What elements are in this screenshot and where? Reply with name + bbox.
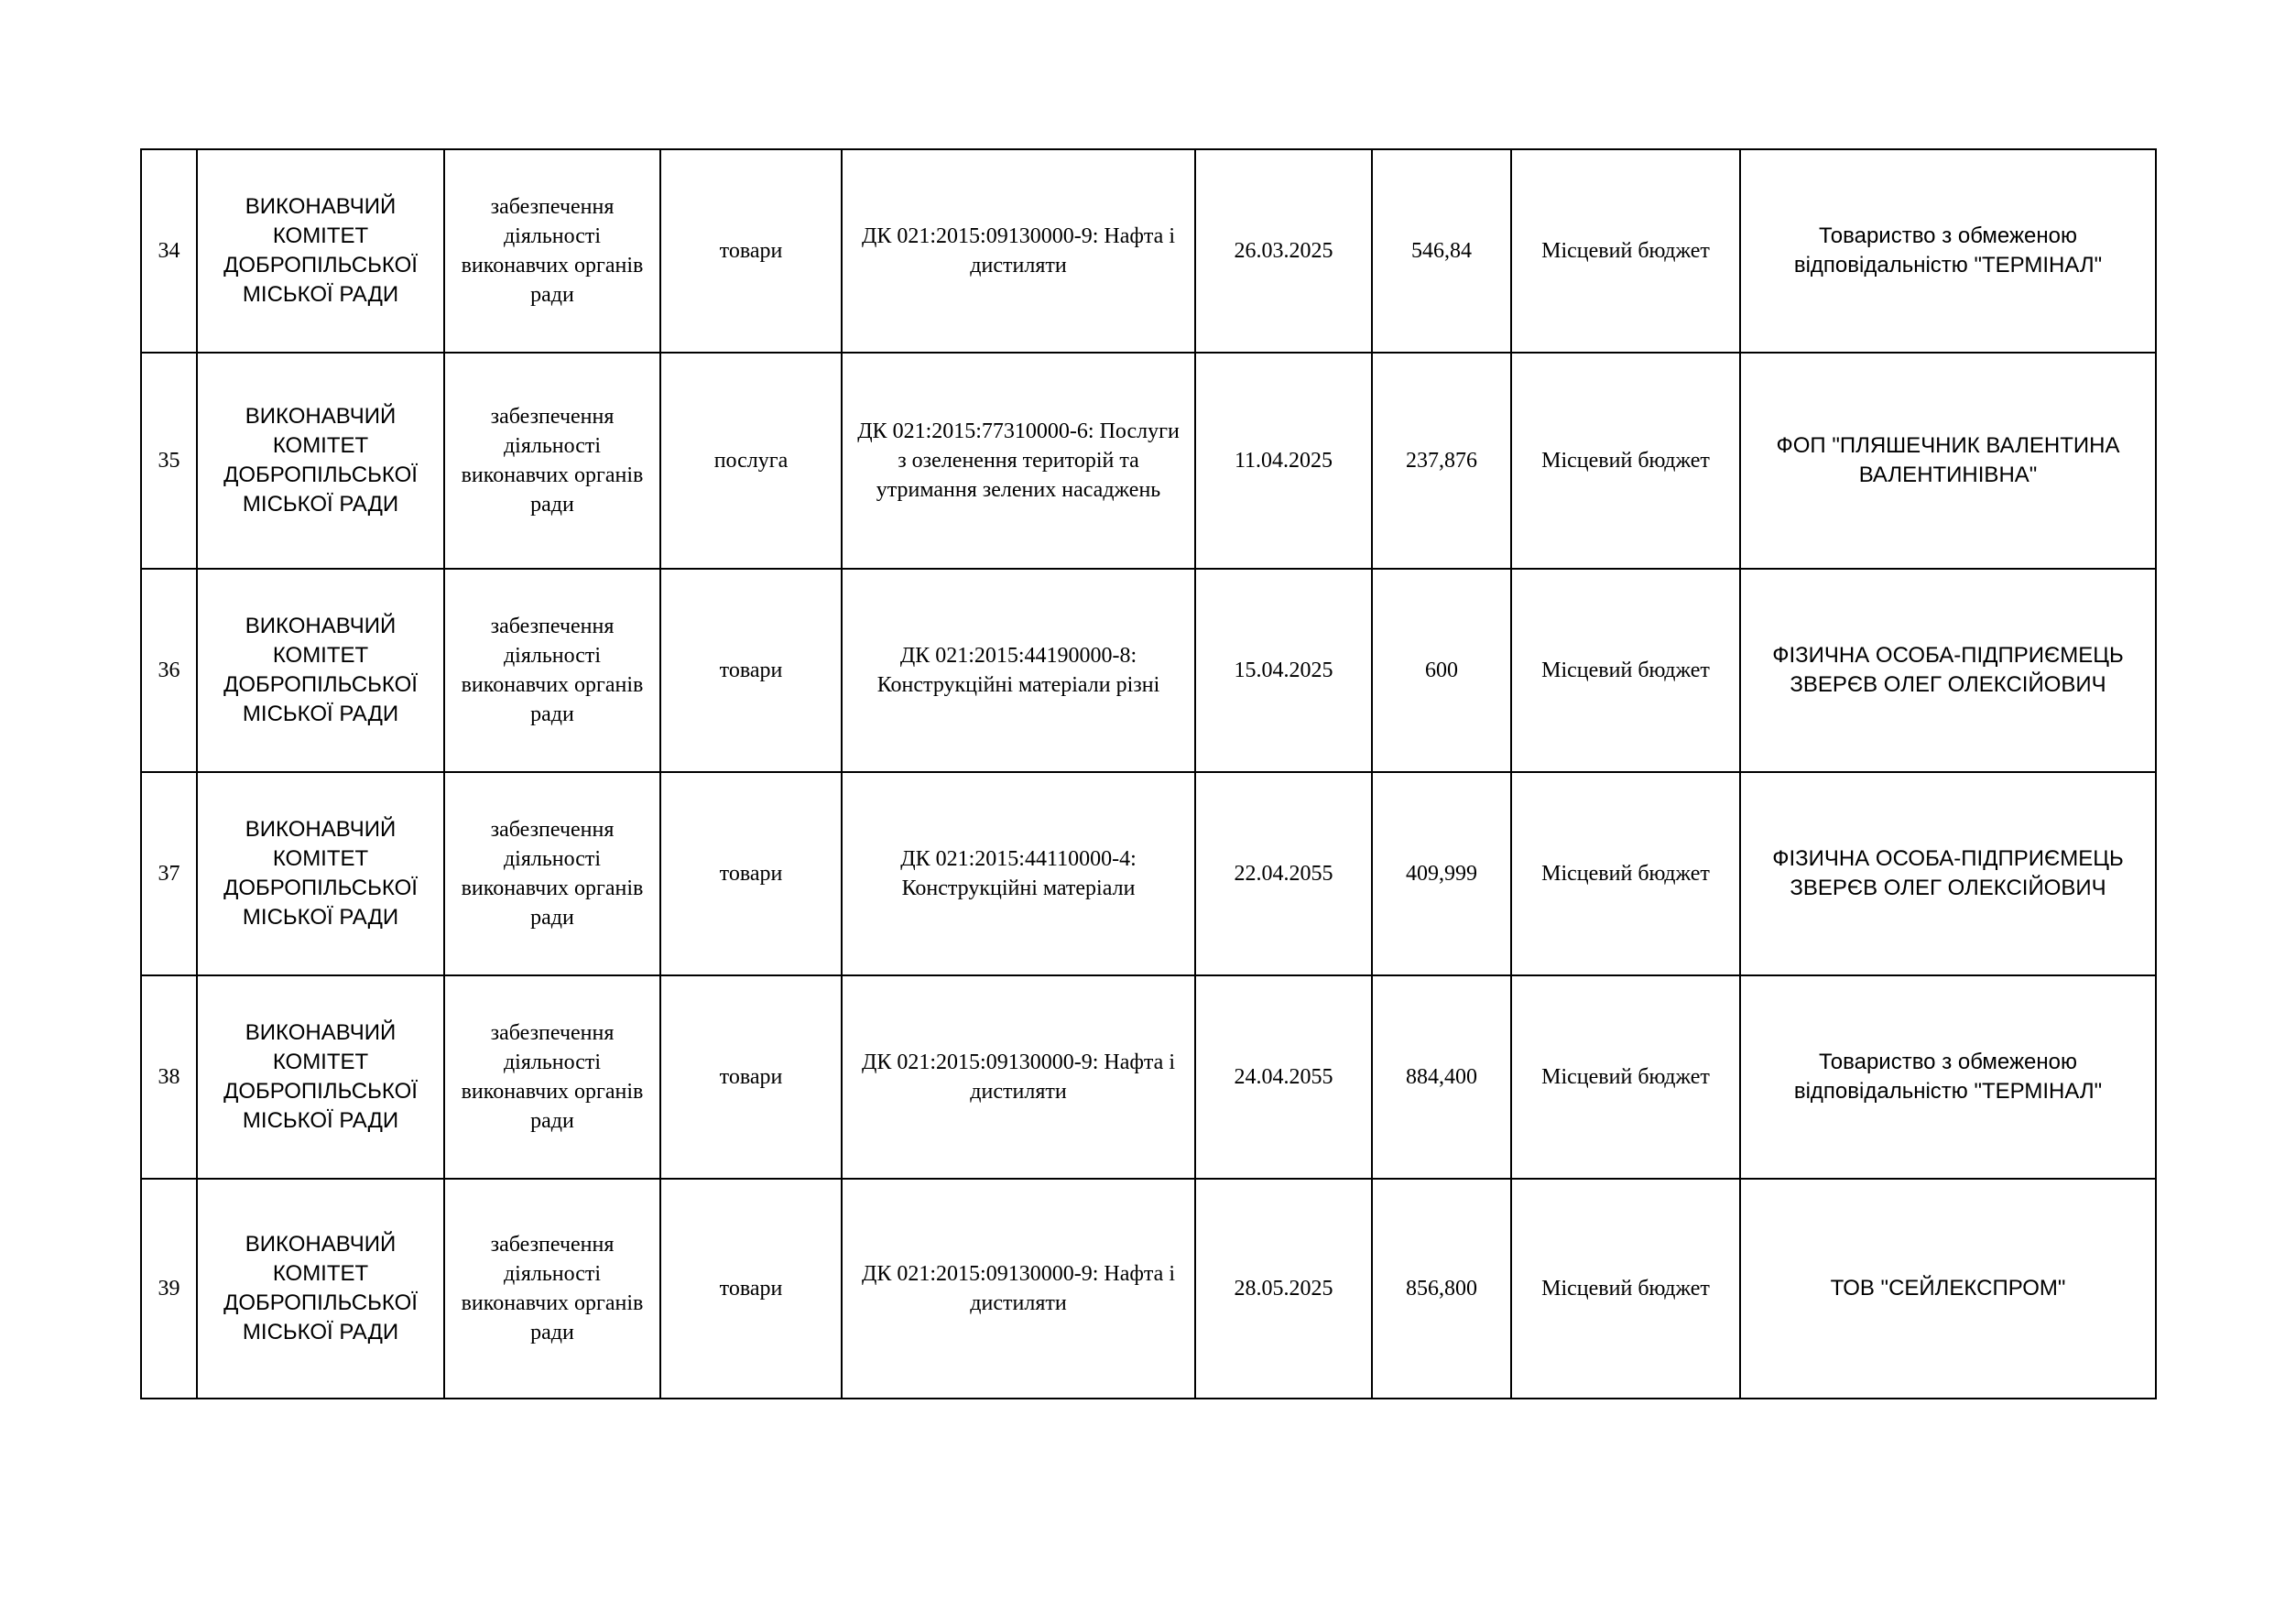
row-number: 34 [141,149,197,353]
table-row [141,975,2156,1179]
table-row [141,772,2156,975]
table-row [141,569,2156,772]
amount-cell: 856,800 [1372,1179,1511,1399]
customer-cell: ВИКОНАВЧИЙ КОМІТЕТ ДОБРОПІЛЬСЬКОЇ МІСЬКОЇ РАДИ [197,772,444,975]
type-cell: товари [660,1179,842,1399]
customer-cell: ВИКОНАВЧИЙ КОМІТЕТ ДОБРОПІЛЬСЬКОЇ МІСЬКОЇ РАДИ [197,569,444,772]
funding-cell: Місцевий бюджет [1511,975,1740,1179]
row-number: 36 [141,569,197,772]
type-cell: товари [660,975,842,1179]
customer-cell: ВИКОНАВЧИЙ КОМІТЕТ ДОБРОПІЛЬСЬКОЇ МІСЬКОЇ РАДИ [197,149,444,353]
amount-cell: 600 [1372,569,1511,772]
dk-code-cell: ДК 021:2015:77310000-6: Послуги з озеленення територій та утримання зелених насаджень [842,353,1195,569]
funding-cell: Місцевий бюджет [1511,772,1740,975]
supplier-cell: ФОП "ПЛЯШЕЧНИК ВАЛЕНТИНА ВАЛЕНТИНІВНА" [1740,353,2156,569]
purpose-cell: забезпечення діяльності виконавчих органів ради [444,772,660,975]
table-row [141,1179,2156,1399]
supplier-cell: ФІЗИЧНА ОСОБА-ПІДПРИЄМЕЦЬ ЗВЕРЄВ ОЛЕГ ОЛЕКСІЙОВИЧ [1740,772,2156,975]
customer-cell: ВИКОНАВЧИЙ КОМІТЕТ ДОБРОПІЛЬСЬКОЇ МІСЬКОЇ РАДИ [197,975,444,1179]
row-number: 39 [141,1179,197,1399]
funding-cell: Місцевий бюджет [1511,353,1740,569]
table-row [141,149,2156,353]
purpose-cell: забезпечення діяльності виконавчих органів ради [444,1179,660,1399]
date-cell: 28.05.2025 [1195,1179,1372,1399]
row-number: 37 [141,772,197,975]
dk-code-cell: ДК 021:2015:44110000-4: Конструкційні матеріали [842,772,1195,975]
supplier-cell: Товариство з обмеженою відповідальністю "ТЕРМІНАЛ" [1740,149,2156,353]
funding-cell: Місцевий бюджет [1511,1179,1740,1399]
date-cell: 11.04.2025 [1195,353,1372,569]
purpose-cell: забезпечення діяльності виконавчих органів ради [444,975,660,1179]
procurement-table [140,148,2157,1399]
type-cell: товари [660,772,842,975]
supplier-cell: Товариство з обмеженою відповідальністю "ТЕРМІНАЛ" [1740,975,2156,1179]
type-cell: послуга [660,353,842,569]
purpose-cell: забезпечення діяльності виконавчих органів ради [444,353,660,569]
funding-cell: Місцевий бюджет [1511,149,1740,353]
purpose-cell: забезпечення діяльності виконавчих органів ради [444,149,660,353]
date-cell: 26.03.2025 [1195,149,1372,353]
funding-cell: Місцевий бюджет [1511,569,1740,772]
amount-cell: 237,876 [1372,353,1511,569]
date-cell: 22.04.2055 [1195,772,1372,975]
amount-cell: 546,84 [1372,149,1511,353]
purpose-cell: забезпечення діяльності виконавчих органів ради [444,569,660,772]
amount-cell: 409,999 [1372,772,1511,975]
table-row [141,353,2156,569]
row-number: 35 [141,353,197,569]
dk-code-cell: ДК 021:2015:09130000-9: Нафта і дистиляти [842,149,1195,353]
row-number: 38 [141,975,197,1179]
date-cell: 15.04.2025 [1195,569,1372,772]
amount-cell: 884,400 [1372,975,1511,1179]
date-cell: 24.04.2055 [1195,975,1372,1179]
type-cell: товари [660,149,842,353]
supplier-cell: ТОВ "СЕЙЛЕКСПРОМ" [1740,1179,2156,1399]
supplier-cell: ФІЗИЧНА ОСОБА-ПІДПРИЄМЕЦЬ ЗВЕРЄВ ОЛЕГ ОЛЕКСІЙОВИЧ [1740,569,2156,772]
dk-code-cell: ДК 021:2015:09130000-9: Нафта і дистиляти [842,1179,1195,1399]
type-cell: товари [660,569,842,772]
dk-code-cell: ДК 021:2015:09130000-9: Нафта і дистиляти [842,975,1195,1179]
customer-cell: ВИКОНАВЧИЙ КОМІТЕТ ДОБРОПІЛЬСЬКОЇ МІСЬКОЇ РАДИ [197,1179,444,1399]
dk-code-cell: ДК 021:2015:44190000-8: Конструкційні матеріали різні [842,569,1195,772]
customer-cell: ВИКОНАВЧИЙ КОМІТЕТ ДОБРОПІЛЬСЬКОЇ МІСЬКОЇ РАДИ [197,353,444,569]
